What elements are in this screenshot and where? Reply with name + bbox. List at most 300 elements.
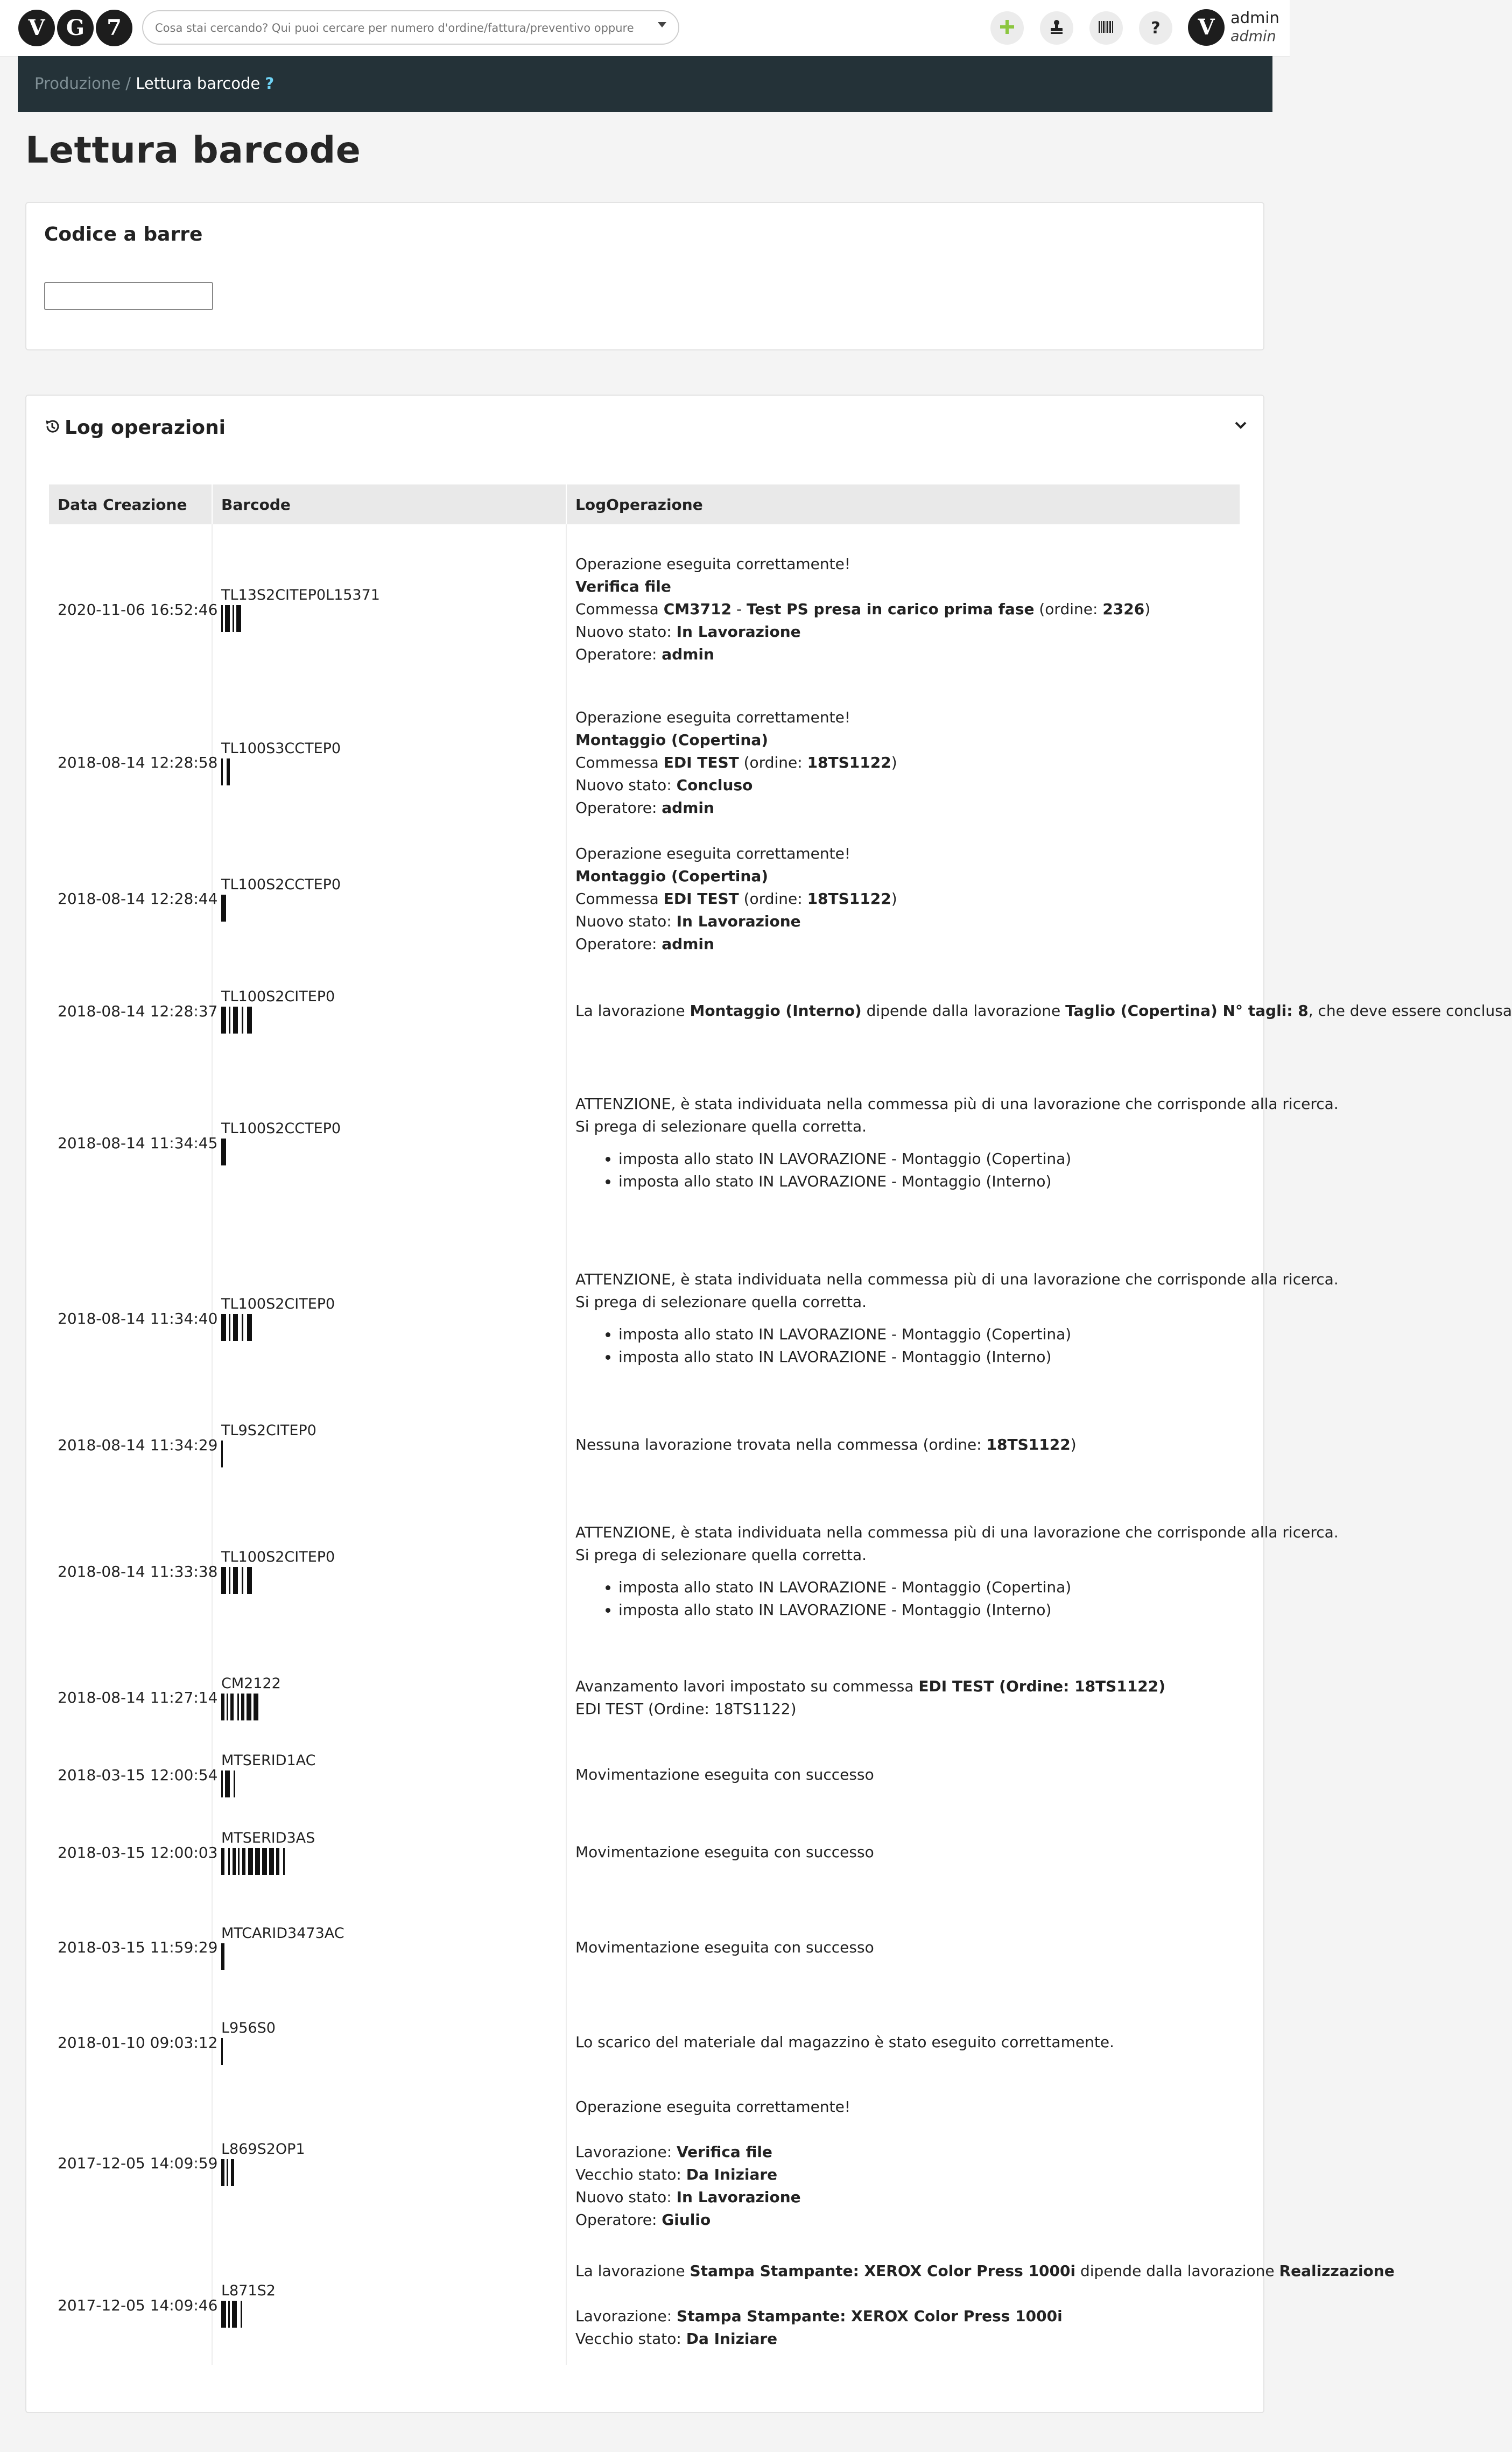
barcode-bar — [225, 1771, 230, 1797]
user-avatar[interactable]: V — [1188, 9, 1225, 46]
breadcrumb-bar — [18, 56, 1272, 112]
log-message — [566, 2245, 1395, 2365]
log-message-strong: Da Iniziare — [686, 2330, 778, 2348]
log-message-text: Nuovo stato: — [575, 776, 677, 794]
option-item[interactable]: • imposta allo stato IN LAVORAZIONE - Montaggio (Copertina) — [618, 1148, 1231, 1170]
barcode-text: TL100S2CITEP0 — [221, 988, 335, 1005]
question-icon: ? — [1151, 18, 1161, 38]
barcode-bar — [221, 2159, 224, 2186]
barcode-bar — [234, 1771, 235, 1797]
log-date: 2018-08-14 12:28:37 — [49, 967, 212, 1055]
log-barcode-cell — [212, 1891, 566, 2004]
log-date: 2018-03-15 12:00:54 — [49, 1736, 212, 1814]
barcode-bar — [255, 1848, 260, 1875]
barcode-bar — [269, 1848, 274, 1875]
log-message-strong: Da Iniziare — [686, 2165, 778, 2183]
barcode-image — [221, 2038, 439, 2065]
log-message-strong: CM3712 — [663, 600, 732, 618]
log-message-strong: Test PS presa in carico prima fase — [746, 600, 1035, 618]
log-date: 2018-08-14 11:34:45 — [49, 1055, 212, 1231]
barcode-icon — [1098, 20, 1114, 36]
barcode-bar — [221, 1441, 223, 1467]
barcode-button[interactable] — [1089, 11, 1123, 45]
log-message-strong: admin — [662, 935, 714, 953]
log-date: 2018-08-14 11:27:14 — [49, 1659, 212, 1736]
table-row — [49, 1736, 1240, 1814]
barcode-text: TL100S2CCTEP0 — [221, 876, 341, 893]
barcode-bar — [247, 1007, 252, 1034]
barcode-bar — [228, 1848, 230, 1875]
barcode-bar — [221, 1567, 226, 1594]
log-message-strong: Montaggio (Copertina) — [575, 867, 769, 885]
log-message-text: Si prega di selezionare quella corretta. — [575, 1118, 867, 1135]
log-message-line — [575, 2141, 1231, 2163]
barcode-bar — [221, 1943, 224, 1970]
history-icon — [44, 418, 60, 437]
barcode-bar — [236, 605, 241, 632]
barcode-bar — [221, 605, 223, 632]
barcode-bar — [247, 1314, 252, 1341]
log-barcode-cell — [212, 1055, 566, 1231]
barcode-image — [221, 1007, 554, 1034]
barcode-image — [221, 605, 554, 632]
stamp-icon — [1049, 19, 1065, 37]
log-message-text: EDI TEST (Ordine: 18TS1122) — [575, 1699, 797, 1718]
log-message-text: dipende dalla lavorazione — [861, 1002, 1066, 1020]
log-message-text: Si prega di selezionare quella corretta. — [575, 1546, 867, 1564]
barcode-image — [221, 758, 554, 785]
log-barcode-cell — [212, 1659, 566, 1736]
table-row — [49, 1814, 1240, 1891]
barcode-bar — [221, 1848, 224, 1875]
log-message — [566, 2004, 1240, 2081]
barcode-bar — [247, 1694, 251, 1720]
table-row — [49, 1231, 1240, 1406]
log-panel — [25, 395, 1512, 2413]
log-barcode-cell — [212, 2004, 566, 2081]
log-date: 2018-03-15 11:59:29 — [49, 1891, 212, 2004]
log-message-line — [575, 1544, 1231, 1566]
table-row — [49, 1659, 1240, 1736]
log-message-text: Operatore: — [575, 645, 662, 663]
user-role: admin — [1230, 28, 1276, 45]
log-message-strong: 18TS1122 — [986, 1436, 1071, 1453]
log-message-strong: 2326 — [1102, 600, 1145, 618]
barcode-bar — [221, 1694, 224, 1720]
column-header-barcode[interactable]: Barcode — [212, 484, 566, 524]
barcode-bar — [221, 895, 226, 922]
log-message-text: Operatore: — [575, 935, 662, 953]
log-message — [566, 694, 1240, 831]
option-item[interactable]: • imposta allo stato IN LAVORAZIONE - Montaggio (Interno) — [618, 1170, 1231, 1193]
table-row — [49, 2004, 1240, 2081]
option-list — [575, 1576, 1231, 1621]
log-message-line — [575, 2163, 1231, 2186]
log-message-text: Lavorazione: — [575, 2307, 677, 2325]
log-message-text: Lo scarico del materiale dal magazzino è stato eseguito correttamente. — [575, 2033, 1114, 2051]
barcode-bar — [231, 2159, 234, 2186]
barcode-bar — [221, 2038, 223, 2065]
barcode-input[interactable] — [44, 282, 213, 310]
barcode-bar — [237, 1694, 239, 1720]
log-message-line — [575, 751, 1231, 774]
breadcrumb-parent[interactable]: Produzione — [34, 74, 121, 93]
table-row — [49, 524, 1240, 694]
user-name[interactable]: admin — [1230, 9, 1279, 27]
barcode-image — [221, 1771, 533, 1797]
table-row — [49, 694, 1240, 831]
barcode-bar — [233, 1007, 238, 1034]
log-message-text: Nuovo stato: — [575, 912, 677, 930]
log-message — [566, 1231, 1339, 1406]
barcode-text: MTSERID1AC — [221, 1752, 316, 1769]
barcode-bar — [242, 1314, 243, 1341]
barcode-bar — [221, 1771, 223, 1797]
log-message — [566, 1055, 1339, 1231]
stamp-button[interactable] — [1040, 11, 1073, 45]
barcode-bar — [247, 1567, 252, 1594]
log-message-text: Commessa — [575, 889, 664, 908]
log-barcode-cell — [212, 1484, 566, 1659]
log-barcode-cell — [212, 524, 566, 694]
barcode-bar — [228, 2301, 230, 2328]
table-row — [49, 2245, 1240, 2365]
barcode-bar — [233, 1848, 236, 1875]
log-message-line — [575, 729, 1231, 751]
log-message-line — [575, 1764, 1231, 1786]
option-item[interactable]: • imposta allo stato IN LAVORAZIONE - Montaggio (Interno) — [618, 1346, 1231, 1368]
table-row — [49, 1891, 1240, 2004]
breadcrumb-separator: / — [121, 74, 136, 93]
barcode-text: L869S2OP1 — [221, 2140, 305, 2158]
log-message-text: Commessa — [575, 600, 664, 618]
log-message-text: Nuovo stato: — [575, 2188, 677, 2206]
logo-letter-v: V — [18, 10, 55, 46]
table-row — [49, 967, 1240, 1055]
log-message-line — [575, 706, 1231, 729]
breadcrumb-help[interactable]: ? — [265, 74, 275, 93]
log-message-strong: Taglio (Copertina) N° tagli: 8 — [1065, 1002, 1309, 1020]
log-message — [566, 1484, 1339, 1659]
barcode-text: TL100S2CITEP0 — [221, 1296, 335, 1312]
barcode-bar — [229, 1567, 230, 1594]
barcode-bar — [242, 1848, 245, 1875]
barcode-text: TL100S2CCTEP0 — [221, 1120, 341, 1137]
log-message-strong: Montaggio (Copertina) — [575, 730, 769, 749]
barcode-text: CM2122 — [221, 1675, 281, 1692]
column-header-date[interactable]: Data Creazione — [49, 484, 212, 524]
log-message-strong: EDI TEST — [663, 889, 739, 908]
barcode-text: L871S2 — [221, 2282, 276, 2299]
barcode-bar — [221, 758, 223, 785]
option-item[interactable]: • imposta allo stato IN LAVORAZIONE - Montaggio (Copertina) — [618, 1576, 1231, 1599]
log-message — [566, 967, 1512, 1055]
log-message-text: La lavorazione — [575, 1002, 690, 1020]
barcode-bar — [242, 1007, 243, 1034]
log-message-line — [575, 1000, 1512, 1022]
log-date: 2017-12-05 14:09:59 — [49, 2081, 212, 2245]
option-list — [575, 1323, 1231, 1368]
barcode-text: TL9S2CITEP0 — [221, 1422, 317, 1439]
barcode-bar — [276, 1848, 279, 1875]
log-message-text: (ordine: — [739, 889, 807, 908]
log-message-strong: Concluso — [676, 776, 753, 794]
log-message-text: Operazione eseguita correttamente! — [575, 2097, 851, 2116]
log-message-strong: In Lavorazione — [676, 2188, 801, 2206]
log-message — [566, 1814, 1240, 1891]
barcode-bar — [221, 2301, 226, 2328]
table-row — [49, 1484, 1240, 1659]
log-message-text: Si prega di selezionare quella corretta. — [575, 1293, 867, 1311]
log-message-text: La lavorazione — [575, 2262, 690, 2280]
column-header-log[interactable]: LogOperazione — [566, 484, 1240, 524]
barcode-bar — [225, 605, 230, 632]
barcode-bar — [227, 1694, 228, 1720]
log-message-line — [575, 2305, 1231, 2328]
log-table — [49, 484, 1512, 2365]
barcode-bar — [233, 605, 234, 632]
search-input[interactable] — [154, 18, 635, 38]
log-message-text: Operazione eseguita correttamente! — [575, 708, 851, 726]
log-date: 2018-03-15 12:00:03 — [49, 1814, 212, 1891]
log-message-strong: Stampa Stampante: XEROX Color Press 1000i — [690, 2262, 1076, 2280]
log-message-line — [575, 1115, 1231, 1138]
log-message-line — [575, 1268, 1339, 1291]
page-title: Lettura barcode — [25, 129, 361, 172]
help-button[interactable] — [1139, 11, 1172, 45]
log-message-strong: 18TS1122 — [807, 889, 891, 908]
log-message — [566, 524, 1240, 694]
barcode-panel — [25, 202, 1264, 350]
log-message-text: Vecchio stato: — [575, 2165, 686, 2183]
barcode-bar — [221, 1314, 226, 1341]
log-message-text: Nessuna lavorazione trovata nella commessa (ordine: — [575, 1436, 987, 1453]
log-panel-header[interactable] — [44, 414, 226, 441]
log-message-text: Lavorazione: — [575, 2142, 677, 2161]
log-message-line — [575, 933, 1231, 955]
add-button[interactable] — [990, 11, 1024, 45]
log-message-line — [575, 888, 1231, 910]
log-panel-title: Log operazioni — [65, 416, 226, 439]
barcode-bar — [241, 1694, 244, 1720]
table-header-row — [49, 484, 1240, 524]
barcode-bar — [227, 2159, 228, 2186]
table-row — [49, 831, 1240, 967]
logo-letter-g: G — [57, 10, 94, 46]
barcode-text: TL100S3CCTEP0 — [221, 740, 341, 757]
barcode-text: TL13S2CITEP0L15371 — [221, 587, 380, 603]
log-message-strong: In Lavorazione — [676, 912, 801, 930]
log-message-line — [575, 2186, 1231, 2209]
barcode-image — [221, 1848, 533, 1875]
option-item[interactable]: • imposta allo stato IN LAVORAZIONE - Montaggio (Copertina) — [618, 1323, 1231, 1346]
barcode-image — [221, 895, 554, 922]
option-list — [575, 1148, 1231, 1193]
log-message-strong: 18TS1122 — [807, 753, 891, 771]
log-message-line — [575, 1093, 1339, 1115]
log-message — [566, 2081, 1240, 2245]
log-message-line — [575, 774, 1231, 797]
global-search[interactable] — [142, 10, 679, 45]
plus-icon — [999, 19, 1015, 37]
log-message-line — [575, 1291, 1231, 1313]
log-message-text: (ordine: — [1034, 600, 1103, 618]
barcode-text: MTCARID3473AC — [221, 1924, 344, 1942]
log-message-line — [575, 797, 1231, 819]
barcode-bar — [242, 1567, 243, 1594]
log-message-text: (ordine: — [739, 753, 807, 771]
log-message-line — [575, 2328, 1231, 2350]
barcode-bar — [221, 1139, 226, 1165]
log-message-text: ATTENZIONE, è stata individuata nella commessa più di una lavorazione che corrisponde alla ricerca. — [575, 1270, 1339, 1288]
log-message-text: Avanzamento lavori impostato su commessa — [575, 1677, 919, 1695]
log-message-strong: Giulio — [662, 2210, 711, 2229]
log-message-text — [575, 2120, 580, 2138]
log-message-line — [575, 865, 1231, 888]
barcode-image — [221, 2301, 439, 2328]
barcode-bar — [233, 1567, 238, 1594]
log-message-strong: admin — [662, 645, 714, 663]
option-item[interactable]: • imposta allo stato IN LAVORAZIONE - Montaggio (Interno) — [618, 1599, 1231, 1621]
barcode-image — [221, 1943, 554, 1970]
barcode-image — [221, 1314, 554, 1341]
barcode-image — [221, 1441, 554, 1467]
log-message-text — [575, 2285, 580, 2302]
log-message-text: Operazione eseguita correttamente! — [575, 555, 851, 573]
log-message-strong: EDI TEST (Ordine: 18TS1122) — [918, 1677, 1166, 1695]
log-message — [566, 1406, 1240, 1484]
log-barcode-cell — [212, 2081, 566, 2245]
barcode-image — [221, 1694, 415, 1720]
log-message-strong: In Lavorazione — [676, 623, 801, 641]
log-date: 2018-08-14 11:34:40 — [49, 1231, 212, 1406]
log-message-strong: Verifica file — [575, 578, 671, 595]
breadcrumb — [34, 74, 274, 93]
log-message-line — [575, 598, 1231, 621]
logo-letter-7: 7 — [96, 10, 132, 46]
log-message — [566, 1736, 1240, 1814]
log-message-line — [575, 1841, 1231, 1864]
log-message-line — [575, 1698, 1231, 1720]
barcode-text: L956S0 — [221, 2020, 276, 2036]
breadcrumb-current: Lettura barcode — [136, 74, 261, 93]
barcode-bar — [221, 1007, 226, 1034]
chevron-down-icon[interactable] — [658, 22, 666, 27]
log-message-line — [575, 575, 1231, 598]
log-barcode-cell — [212, 694, 566, 831]
log-barcode-cell — [212, 1814, 566, 1891]
log-message-strong: Stampa Stampante: XEROX Color Press 1000i — [677, 2307, 1063, 2325]
log-message-text: Operatore: — [575, 2210, 662, 2229]
log-message-line — [575, 1675, 1231, 1698]
log-message-text: ) — [891, 753, 897, 771]
log-message-text: Vecchio stato: — [575, 2330, 686, 2348]
log-message-text: Movimentazione eseguita con successo — [575, 1843, 874, 1861]
log-date: 2018-08-14 12:28:58 — [49, 694, 212, 831]
log-message-text: Movimentazione eseguita con successo — [575, 1766, 874, 1783]
log-date: 2020-11-06 16:52:46 — [49, 524, 212, 694]
table-row — [49, 1406, 1240, 1484]
log-message-line — [575, 1521, 1339, 1544]
log-message-text: ATTENZIONE, è stata individuata nella commessa più di una lavorazione che corrisponde alla ricerca. — [575, 1095, 1339, 1113]
barcode-image — [221, 1139, 554, 1165]
log-message-strong: admin — [662, 798, 714, 817]
log-message-strong: Verifica file — [677, 2142, 772, 2161]
log-message — [566, 831, 1240, 967]
barcode-panel-title: Codice a barre — [44, 223, 203, 245]
barcode-bar — [238, 1848, 240, 1875]
log-date: 2018-01-10 09:03:12 — [49, 2004, 212, 2081]
barcode-bar — [262, 1848, 267, 1875]
log-message-line — [575, 621, 1231, 643]
app-logo[interactable] — [18, 10, 132, 46]
log-date: 2018-08-14 11:33:38 — [49, 1484, 212, 1659]
barcode-bar — [229, 1007, 230, 1034]
log-message-text: ) — [1070, 1436, 1077, 1453]
chevron-down-icon[interactable] — [1234, 420, 1247, 432]
barcode-image — [221, 1567, 554, 1594]
log-date: 2018-08-14 11:34:29 — [49, 1406, 212, 1484]
log-message-text: Nuovo stato: — [575, 623, 677, 641]
log-message-strong: Realizzazione — [1279, 2262, 1395, 2280]
log-date: 2017-12-05 14:09:46 — [49, 2245, 212, 2365]
barcode-bar — [233, 1314, 238, 1341]
log-barcode-cell — [212, 967, 566, 1055]
log-barcode-cell — [212, 2245, 566, 2365]
barcode-bar — [254, 1694, 258, 1720]
log-message-line — [575, 2282, 1231, 2305]
barcode-bar — [227, 758, 230, 785]
barcode-bar — [283, 1848, 285, 1875]
log-message-text: ) — [1144, 600, 1151, 618]
log-message-text: Operazione eseguita correttamente! — [575, 844, 851, 862]
log-message-text: ) — [891, 889, 897, 908]
log-barcode-cell — [212, 831, 566, 967]
log-message-line — [575, 910, 1231, 933]
barcode-text: TL100S2CITEP0 — [221, 1549, 335, 1565]
barcode-bar — [229, 1314, 230, 1341]
log-barcode-cell — [212, 1406, 566, 1484]
log-message-text: Commessa — [575, 753, 664, 771]
log-message-line — [575, 2118, 1231, 2141]
log-message-line — [575, 842, 1231, 865]
log-message-strong: EDI TEST — [663, 753, 739, 771]
log-date: 2018-08-14 12:28:44 — [49, 831, 212, 967]
log-message-text: ATTENZIONE, è stata individuata nella commessa più di una lavorazione che corrisponde alla ricerca. — [575, 1523, 1339, 1541]
log-message — [566, 1659, 1240, 1736]
log-barcode-cell — [212, 1231, 566, 1406]
top-bar — [0, 0, 1290, 57]
barcode-text: MTSERID3AS — [221, 1830, 315, 1846]
log-message-text: - — [732, 600, 747, 618]
barcode-bar — [232, 2301, 237, 2328]
log-message-strong: Montaggio (Interno) — [690, 1002, 862, 1020]
log-message-text: dipende dalla lavorazione — [1075, 2262, 1279, 2280]
table-row — [49, 1055, 1240, 1231]
log-message-line — [575, 2260, 1395, 2282]
log-message-text: Movimentazione eseguita con successo — [575, 1938, 874, 1956]
log-message-line — [575, 553, 1231, 575]
barcode-image — [221, 2159, 509, 2186]
barcode-bar — [230, 1694, 234, 1720]
log-message-line — [575, 643, 1231, 666]
barcode-bar — [248, 1848, 253, 1875]
barcode-bar — [241, 2301, 242, 2328]
table-row — [49, 2081, 1240, 2245]
log-message — [566, 1891, 1240, 2004]
log-message-line — [575, 1936, 1231, 1959]
log-message-text: , che deve essere conclusa — [1308, 1002, 1512, 1020]
